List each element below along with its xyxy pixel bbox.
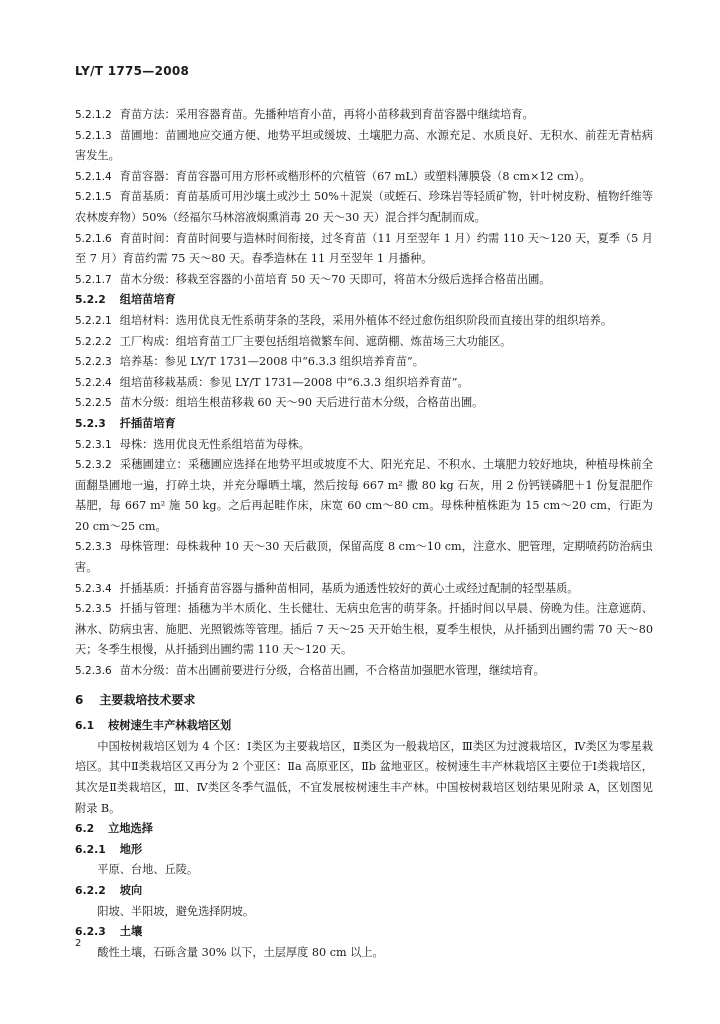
clause-text: 母株：选用优良无性系组培苗为母株。 xyxy=(119,437,310,451)
clause-number: 5.2.3.5 xyxy=(75,603,112,616)
clause-number: 5.2.2.4 xyxy=(75,376,112,389)
clause-number: 5.2.3.2 xyxy=(75,459,112,472)
clause-5-2-1-4 xyxy=(75,167,653,188)
clause-number: 5.2.3.6 xyxy=(75,665,112,678)
clause-number: 5.2.1.3 xyxy=(75,129,112,142)
clause-text: 苗木分级：苗木出圃前要进行分级，合格苗出圃，不合格苗加强肥水管理，继续培育。 xyxy=(119,664,545,678)
heading-5-2-2 xyxy=(75,290,653,311)
heading-number: 6.2.1 xyxy=(75,842,106,856)
heading-title: 桉树速生丰产林栽培区划 xyxy=(108,719,232,733)
clause-5-2-3-1 xyxy=(75,435,653,456)
heading-number: 6 xyxy=(75,692,84,707)
clause-text: 采穗圃建立：采穗圃应选择在地势平坦或坡度不大、阳光充足、不积水、土壤肥力较好地块，种植母株前全面翻垦圃地一遍，打碎土块，并充分曝晒土壤，然后按每 667 m² 撒 80 kg 石灰，用 2 份钙镁磷肥＋1 份复混肥作基肥，每 667 m² 施 50 kg。之后再起畦作床，床宽 60 cm～80 cm。母株种植株距为 15 cm～20 cm，行距为 20 cm～25 cm。 xyxy=(75,458,653,533)
page-number: 2 xyxy=(75,938,82,949)
standard-code-header: LY/T 1775—2008 xyxy=(75,64,190,78)
heading-title: 主要栽培技术要求 xyxy=(99,692,196,707)
paragraph-6-2-1: 平原、台地、丘陵。 xyxy=(97,863,199,877)
heading-number: 5.2.3 xyxy=(75,416,106,430)
heading-number: 6.2 xyxy=(75,822,95,836)
clause-text: 扦插基质：扦插育苗容器与播种苗相同，基质为通透性较好的黄心土或经过配制的轻型基质。 xyxy=(119,581,579,595)
clause-number: 5.2.1.4 xyxy=(75,170,112,183)
clause-text: 母株管理：母株栽种 10 天～30 天后截顶，保留高度 8 cm～10 cm，注意水、肥管理，定期喷药防治病虫害。 xyxy=(75,540,653,575)
clause-text: 育苗容器：育苗容器可用方形杯或楷形杯的穴植管（67 mL）或塑料薄膜袋（8 cm×12 cm）。 xyxy=(119,169,591,183)
paragraph-6-1: 中国桉树栽培区划为 4 个区：Ⅰ类区为主要栽培区，Ⅱ类区为一般栽培区，Ⅲ类区为过渡栽培区，Ⅳ类区为零星栽培区。其中Ⅱ类栽培区又再分为 2 个亚区：Ⅱa 高原亚区，Ⅱb 盆地亚区。桉树速生丰产林栽培区主要位于Ⅰ类栽培区，其次是Ⅱ类栽培区，Ⅲ、Ⅳ类区冬季气温低，不宜发展桉树速生丰产林。中国桉树栽培区划结果见附录 A，区划图见附录 B。 xyxy=(75,739,653,815)
heading-6-2-1 xyxy=(75,840,653,861)
clause-5-2-2-1 xyxy=(75,311,653,332)
heading-title: 组培苗培育 xyxy=(119,293,176,307)
clause-text: 苗木分级：组培生根苗移栽 60 天～90 天后进行苗木分级，合格苗出圃。 xyxy=(119,396,484,410)
heading-number: 6.2.2 xyxy=(75,883,106,897)
clause-number: 5.2.1.2 xyxy=(75,109,112,121)
heading-5-2-3 xyxy=(75,414,653,435)
clause-number: 5.2.2.5 xyxy=(75,397,112,410)
clause-5-2-3-2 xyxy=(75,455,653,537)
clause-5-2-2-4 xyxy=(75,373,653,394)
clause-text: 工厂构成：组培育苗工厂主要包括组培微繁车间、遮荫棚、炼苗场三大功能区。 xyxy=(119,334,512,348)
heading-6-2-2 xyxy=(75,881,653,902)
clause-5-2-1-7 xyxy=(75,270,653,291)
clause-number: 5.2.2.1 xyxy=(75,314,112,327)
clause-5-2-2-2 xyxy=(75,332,653,353)
clause-number: 5.2.2.3 xyxy=(75,356,112,369)
clause-number: 5.2.2.2 xyxy=(75,335,112,348)
clause-5-2-1-3 xyxy=(75,126,653,167)
clause-number: 5.2.3.3 xyxy=(75,541,112,554)
clause-text: 育苗基质：育苗基质可用沙壤土或沙土 50%＋泥炭（或蛭石、珍珠岩等轻质矿物，针叶树皮粉、植物纤维等农林废弃物）50%（经福尔马林溶液焖熏消毒 20 天～30 天）混合拌匀配制而成。 xyxy=(75,190,653,224)
heading-6-1 xyxy=(75,716,653,737)
clause-5-2-2-3 xyxy=(75,352,653,373)
clause-5-2-3-4 xyxy=(75,579,653,600)
heading-number: 5.2.2 xyxy=(75,293,106,307)
heading-number: 6.1 xyxy=(75,719,95,733)
clause-5-2-1-6 xyxy=(75,229,653,270)
clause-text: 苗木分级：移栽至容器的小苗培育 50 天～70 天即可，将苗木分级后选择合格苗出圃。 xyxy=(119,272,551,286)
clause-5-2-3-6 xyxy=(75,661,653,682)
heading-6-2-3 xyxy=(75,922,653,943)
clause-5-2-1-5 xyxy=(75,187,653,228)
clause-text: 扦插与管理：插穗为半木质化、生长健壮、无病虫危害的萌芽条。扦插时间以早晨、傍晚为佳。注意遮荫、淋水、防病虫害、施肥、光照锻炼等管理。插后 7 天～25 天开始生根，夏季生根快，从扦插到出圃约需 70 天～80 天；冬季生根慢，从扦插到出圃约需 110 天～120 天。 xyxy=(75,602,653,657)
heading-6 xyxy=(75,690,653,711)
clause-number: 5.2.1.7 xyxy=(75,273,112,286)
clause-text: 培养基：参见 LY/T 1731—2008 中“6.3.3 组织培养育苗”。 xyxy=(119,355,424,369)
paragraph-6-2-3: 酸性土壤，石砾含量 30% 以下，土层厚度 80 cm 以上。 xyxy=(97,945,384,959)
clause-number: 5.2.1.6 xyxy=(75,232,112,245)
clause-number: 5.2.3.4 xyxy=(75,582,112,595)
clause-5-2-3-5 xyxy=(75,599,653,661)
clause-5-2-1-2 xyxy=(75,105,653,126)
heading-number: 6.2.3 xyxy=(75,925,106,939)
heading-title: 扦插苗培育 xyxy=(119,416,176,430)
clause-text: 组培材料：选用优良无性系萌芽条的茎段，采用外植体不经过愈伤组织阶段而直接出芽的组织培养。 xyxy=(119,313,613,327)
heading-title: 立地选择 xyxy=(108,822,153,836)
page-content xyxy=(75,105,653,963)
heading-title: 坡向 xyxy=(119,883,143,897)
clause-number: 5.2.3.1 xyxy=(75,438,112,451)
clause-5-2-3-3 xyxy=(75,537,653,578)
clause-text: 育苗时间：育苗时间要与造林时间衔接，过冬育苗（11 月至翌年 1 月）约需 110 天～120 天，夏季（5 月至 7 月）育苗约需 75 天～80 天。春季造林在 11 月至翌年 1 月播种。 xyxy=(75,231,653,266)
heading-title: 地形 xyxy=(119,842,143,856)
clause-text: 育苗方法：采用容器育苗。先播种培育小苗，再将小苗移栽到育苗容器中继续培育。 xyxy=(119,108,534,121)
clause-text: 苗圃地：苗圃地应交通方便、地势平坦或缓坡、土壤肥力高、水源充足、水质良好、无积水、前茬无青枯病害发生。 xyxy=(75,128,653,163)
heading-6-2 xyxy=(75,819,653,840)
paragraph-6-2-2: 阳坡、半阳坡，避免选择阴坡。 xyxy=(97,904,255,918)
clause-text: 组培苗移栽基质：参见 LY/T 1731—2008 中“6.3.3 组织培养育苗”。 xyxy=(119,375,469,389)
clause-number: 5.2.1.5 xyxy=(75,191,112,204)
clause-5-2-2-5 xyxy=(75,393,653,414)
heading-title: 土壤 xyxy=(119,925,143,939)
